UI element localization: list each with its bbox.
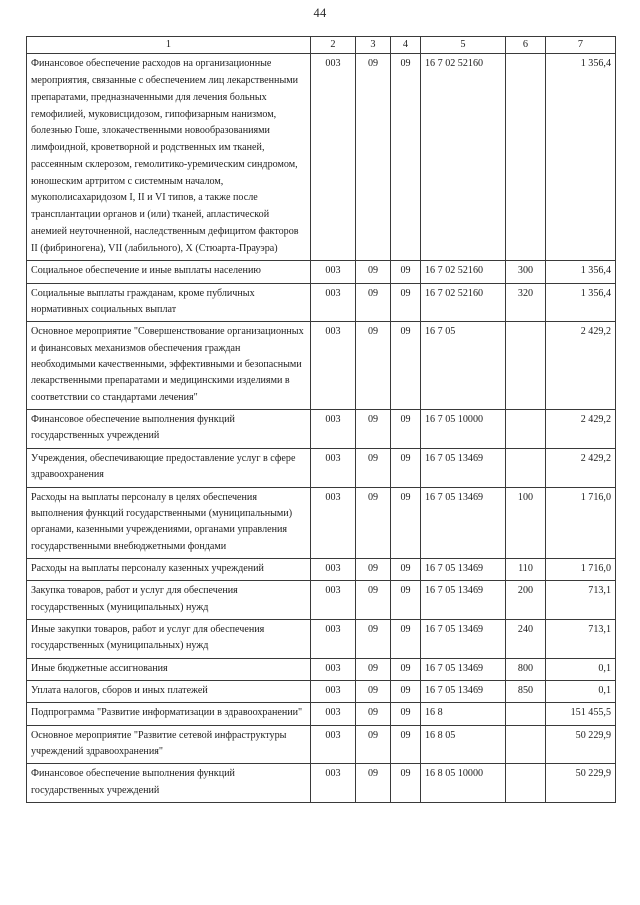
row-name: Учреждения, обеспечивающие предоставление услуг в сфере здравоохранения [27, 448, 311, 487]
row-expense-type: 850 [506, 680, 546, 702]
table-row [27, 725, 616, 764]
row-subsection: 09 [391, 54, 421, 261]
table-header-row [27, 37, 616, 54]
row-target-code: 16 7 05 13469 [421, 448, 506, 487]
row-expense-type [506, 448, 546, 487]
row-expense-type: 110 [506, 558, 546, 580]
column-number-6: 6 [506, 37, 546, 54]
row-subsection: 09 [391, 725, 421, 764]
row-subsection: 09 [391, 487, 421, 558]
row-amount: 1 356,4 [546, 261, 616, 283]
row-section: 09 [356, 581, 391, 620]
row-section: 09 [356, 283, 391, 322]
row-target-code: 16 7 02 52160 [421, 283, 506, 322]
row-target-code: 16 7 05 [421, 322, 506, 410]
row-subsection: 09 [391, 581, 421, 620]
row-subsection: 09 [391, 410, 421, 449]
row-expense-type: 800 [506, 658, 546, 680]
row-name: Финансовое обеспечение расходов на организационные мероприятия, связанные с обеспечением лиц лекарственными препаратами, предназначенными для лечения больных гемофилией, муковисцидозом, гипофизарным нанизмом, болезнью Гоше, злокачественными новообразованиями лимфоидной, кроветворной и родственных им тканей, рассеянным склерозом, гемолитико-уремическим синдромом, юношеским артритом с системным началом, мукополисахаридозом I, II и VI типов, а также после трансплантации органов и (или) тканей, апластической анемией неуточненной, наследственным дефицитом факторов II (фибриногена), VII (лабильного), X (Стюарта-Прауэра) [27, 54, 311, 261]
row-name: Финансовое обеспечение выполнения функций государственных учреждений [27, 764, 311, 803]
row-expense-type [506, 764, 546, 803]
row-subsection: 09 [391, 658, 421, 680]
row-name: Основное мероприятие "Развитие сетевой инфраструктуры учреждений здравоохранения" [27, 725, 311, 764]
row-section: 09 [356, 322, 391, 410]
row-target-code: 16 7 05 13469 [421, 487, 506, 558]
row-chapter: 003 [311, 487, 356, 558]
row-amount: 1 356,4 [546, 54, 616, 261]
column-number-2: 2 [311, 37, 356, 54]
row-subsection: 09 [391, 764, 421, 803]
row-expense-type: 300 [506, 261, 546, 283]
row-chapter: 003 [311, 448, 356, 487]
table-row [27, 680, 616, 702]
row-target-code: 16 7 05 13469 [421, 658, 506, 680]
row-section: 09 [356, 54, 391, 261]
row-name: Расходы на выплаты персоналу в целях обеспечения выполнения функций государственными (муниципальными) органами, казенными учреждениями, органами управления государственными внебюджетными фондами [27, 487, 311, 558]
row-name: Иные закупки товаров, работ и услуг для обеспечения государственных (муниципальных) нужд [27, 619, 311, 658]
row-chapter: 003 [311, 54, 356, 261]
row-section: 09 [356, 448, 391, 487]
row-section: 09 [356, 487, 391, 558]
row-section: 09 [356, 725, 391, 764]
row-amount: 50 229,9 [546, 764, 616, 803]
row-target-code: 16 7 05 13469 [421, 581, 506, 620]
row-expense-type: 240 [506, 619, 546, 658]
row-subsection: 09 [391, 322, 421, 410]
row-amount: 2 429,2 [546, 322, 616, 410]
table-row [27, 283, 616, 322]
row-target-code: 16 7 05 13469 [421, 619, 506, 658]
row-amount: 50 229,9 [546, 725, 616, 764]
row-target-code: 16 8 [421, 703, 506, 725]
row-expense-type: 320 [506, 283, 546, 322]
row-target-code: 16 7 02 52160 [421, 261, 506, 283]
column-number-1: 1 [27, 37, 311, 54]
row-chapter: 003 [311, 703, 356, 725]
table-row [27, 703, 616, 725]
row-subsection: 09 [391, 703, 421, 725]
row-section: 09 [356, 261, 391, 283]
row-subsection: 09 [391, 448, 421, 487]
row-chapter: 003 [311, 764, 356, 803]
row-chapter: 003 [311, 322, 356, 410]
table-row [27, 322, 616, 410]
row-expense-type [506, 410, 546, 449]
column-number-3: 3 [356, 37, 391, 54]
row-amount: 2 429,2 [546, 410, 616, 449]
row-section: 09 [356, 680, 391, 702]
row-name: Иные бюджетные ассигнования [27, 658, 311, 680]
row-amount: 1 716,0 [546, 558, 616, 580]
row-amount: 1 356,4 [546, 283, 616, 322]
table-row [27, 487, 616, 558]
row-subsection: 09 [391, 558, 421, 580]
row-expense-type [506, 703, 546, 725]
row-amount: 0,1 [546, 658, 616, 680]
row-chapter: 003 [311, 581, 356, 620]
row-subsection: 09 [391, 619, 421, 658]
row-target-code: 16 7 05 10000 [421, 410, 506, 449]
row-subsection: 09 [391, 261, 421, 283]
row-name: Расходы на выплаты персоналу казенных учреждений [27, 558, 311, 580]
row-target-code: 16 8 05 10000 [421, 764, 506, 803]
table-row [27, 410, 616, 449]
row-target-code: 16 8 05 [421, 725, 506, 764]
row-name: Уплата налогов, сборов и иных платежей [27, 680, 311, 702]
row-chapter: 003 [311, 261, 356, 283]
row-section: 09 [356, 764, 391, 803]
budget-table [26, 36, 616, 803]
budget-table-body [27, 37, 616, 803]
row-chapter: 003 [311, 558, 356, 580]
table-row [27, 619, 616, 658]
row-chapter: 003 [311, 725, 356, 764]
row-name: Финансовое обеспечение выполнения функций государственных учреждений [27, 410, 311, 449]
row-name: Подпрограмма "Развитие информатизации в здравоохранении" [27, 703, 311, 725]
row-section: 09 [356, 658, 391, 680]
row-name: Закупка товаров, работ и услуг для обеспечения государственных (муниципальных) нужд [27, 581, 311, 620]
table-row [27, 581, 616, 620]
row-target-code: 16 7 05 13469 [421, 558, 506, 580]
column-number-5: 5 [421, 37, 506, 54]
table-row [27, 558, 616, 580]
row-chapter: 003 [311, 619, 356, 658]
row-amount: 1 716,0 [546, 487, 616, 558]
row-section: 09 [356, 410, 391, 449]
row-section: 09 [356, 558, 391, 580]
column-number-7: 7 [546, 37, 616, 54]
row-chapter: 003 [311, 658, 356, 680]
row-expense-type [506, 54, 546, 261]
row-expense-type: 100 [506, 487, 546, 558]
page-number: 44 [313, 6, 327, 20]
row-section: 09 [356, 619, 391, 658]
budget-table-container [26, 36, 615, 803]
row-amount: 713,1 [546, 581, 616, 620]
row-expense-type [506, 322, 546, 410]
row-name: Основное мероприятие "Совершенствование организационных и финансовых механизмов обеспечения граждан необходимыми качественными, эффективными и безопасными лекарственными препаратами и медицинскими изделиями в соответствии со стандартами лечения" [27, 322, 311, 410]
row-expense-type [506, 725, 546, 764]
row-target-code: 16 7 05 13469 [421, 680, 506, 702]
table-row [27, 261, 616, 283]
row-subsection: 09 [391, 283, 421, 322]
row-target-code: 16 7 02 52160 [421, 54, 506, 261]
row-name: Социальное обеспечение и иные выплаты населению [27, 261, 311, 283]
table-row [27, 54, 616, 261]
row-section: 09 [356, 703, 391, 725]
row-amount: 2 429,2 [546, 448, 616, 487]
table-row [27, 764, 616, 803]
row-amount: 713,1 [546, 619, 616, 658]
row-amount: 151 455,5 [546, 703, 616, 725]
row-amount: 0,1 [546, 680, 616, 702]
row-chapter: 003 [311, 680, 356, 702]
row-chapter: 003 [311, 410, 356, 449]
column-number-4: 4 [391, 37, 421, 54]
row-name: Социальные выплаты гражданам, кроме публичных нормативных социальных выплат [27, 283, 311, 322]
row-chapter: 003 [311, 283, 356, 322]
row-subsection: 09 [391, 680, 421, 702]
row-expense-type: 200 [506, 581, 546, 620]
table-row [27, 658, 616, 680]
table-row [27, 448, 616, 487]
